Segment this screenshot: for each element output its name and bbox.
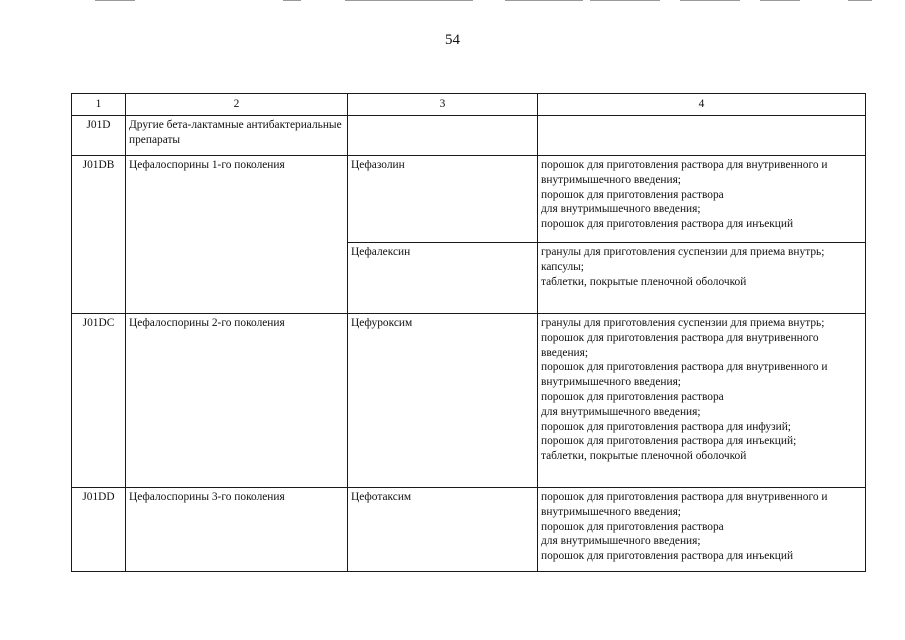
drug-name: Цефалексин (348, 243, 538, 314)
dosage-form: порошок для приготовления раствора (541, 520, 724, 533)
column-header: 4 (538, 94, 866, 116)
dosage-form: порошок для приготовления раствора для инфузий; (541, 420, 791, 433)
scan-mark (848, 0, 872, 1)
dosage-form: порошок для приготовления раствора для инъекций (541, 550, 794, 563)
dosage-form: гранулы для приготовления суспензии для приема внутрь; (541, 246, 825, 258)
dosage-form: таблетки, покрытые пленочной оболочкой (541, 450, 747, 463)
dosage-form: порошок для приготовления раствора для внутривенного и внутримышечного введения; (541, 159, 828, 186)
drug-name (348, 116, 538, 156)
dosage-form: порошок для приготовления раствора для внутривенного и внутримышечного введения; (541, 491, 828, 518)
dosage-form: таблетки, покрытые пленочной оболочкой (541, 275, 747, 288)
dosage-form: порошок для приготовления раствора для внутривенного введения; (541, 331, 819, 359)
scan-mark (345, 0, 473, 1)
table-row (72, 116, 866, 156)
column-header: 3 (348, 94, 538, 116)
dosage-forms (538, 488, 866, 572)
scan-mark (590, 0, 660, 1)
scan-mark (505, 0, 583, 1)
dosage-forms (538, 116, 866, 156)
group-name: Цефалоспорины 3-го поколения (126, 488, 348, 572)
page-number: 54 (445, 32, 460, 48)
atc-code: J01D (72, 116, 126, 156)
dosage-forms (538, 156, 866, 243)
group-name: Цефалоспорины 1-го поколения (126, 156, 348, 314)
scan-mark (95, 0, 135, 1)
table-row (72, 488, 866, 572)
column-header: 2 (126, 94, 348, 116)
dosage-forms (538, 314, 866, 488)
dosage-form: порошок для приготовления раствора (541, 188, 724, 201)
drug-name: Цефотаксим (348, 488, 538, 572)
dosage-form: порошок для приготовления раствора (541, 390, 724, 403)
table-header-row (72, 94, 866, 116)
drug-name: Цефазолин (348, 156, 538, 243)
table-row (72, 314, 866, 488)
dosage-form: порошок для приготовления раствора для инъекций; (541, 435, 797, 448)
atc-code: J01DB (72, 156, 126, 314)
group-name: Цефалоспорины 2-го поколения (126, 314, 348, 488)
dosage-form: порошок для приготовления раствора для инъекций (541, 218, 794, 231)
column-header: 1 (72, 94, 126, 116)
dosage-forms (538, 243, 866, 314)
drug-table (71, 93, 866, 572)
scan-mark (680, 0, 740, 1)
atc-code: J01DD (72, 488, 126, 572)
group-name: Другие бета-лактамные антибактериальные препараты (126, 116, 348, 156)
dosage-form: капсулы; (541, 260, 584, 273)
dosage-form: для внутримышечного введения; (541, 405, 701, 418)
scan-mark (283, 0, 301, 1)
dosage-form: для внутримышечного введения; (541, 203, 701, 216)
dosage-form: порошок для приготовления раствора для внутривенного и внутримышечного введения; (541, 361, 828, 389)
dosage-form: для внутримышечного введения; (541, 535, 701, 548)
atc-code: J01DC (72, 314, 126, 488)
dosage-form: гранулы для приготовления суспензии для приема внутрь; (541, 317, 825, 329)
scan-mark (760, 0, 800, 1)
drug-name: Цефуроксим (348, 314, 538, 488)
table-row (72, 156, 866, 243)
